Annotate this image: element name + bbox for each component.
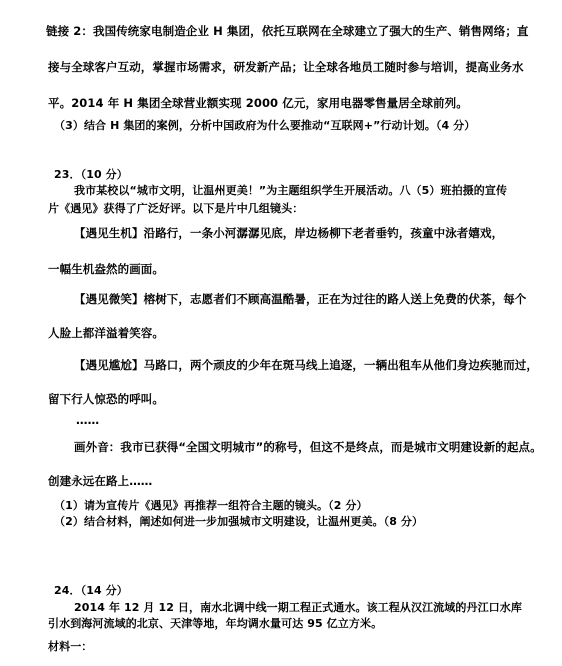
q23-intro-line2: 片《遇见》获得了广泛好评。以下是片中几组镜头： <box>48 202 304 215</box>
q24-line2: 引水到海河流域的北京、天津等地，年均调水量可达 95 亿立方米。 <box>48 617 383 630</box>
link2-line1: 链接 2：我国传统家电制造企业 H 集团，依托互联网在全球建立了强大的生产、销售网络；直 <box>46 24 529 38</box>
q24-material1-label: 材料一： <box>48 640 93 653</box>
link2-line3: 平。2014 年 H 集团全球营业额实现 2000 亿元，家用电器零售量居全球前列。 <box>48 96 468 110</box>
link2-line2: 接与全球客户互动，掌握市场需求，研发新产品；让全球各地员工随时参与培训，提高业务水 <box>48 60 524 74</box>
q23-ellipsis: …… <box>76 413 100 427</box>
question-24-heading: 24．（14 分） <box>54 584 128 597</box>
q23-shot3-line1: 【遇见尴尬】马路口，两个顽皮的少年在斑马线上追逐，一辆出租车从他们身边疾驰而过， <box>74 358 538 372</box>
question-22-3: （3）结合 H 集团的案例，分析中国政府为什么要推动“互联网+”行动计划。（4 分） <box>54 119 476 132</box>
q23-shot2-line1: 【遇见微笑】榕树下，志愿者们不顾高温酷暑，正在为过往的路人送上免费的伏茶，每个 <box>74 292 527 306</box>
question-23-heading: 23．（10 分） <box>54 168 128 181</box>
q23-shot3-line2: 留下行人惊恐的呼叫。 <box>48 392 164 406</box>
q23-subquestion-2: （2）结合材料，阐述如何进一步加强城市文明建设，让温州更美。（8 分） <box>54 515 424 528</box>
q24-line1: 2014 年 12 月 12 日，南水北调中线一期工程正式通水。该工程从汉江流域的丹江口水库 <box>74 601 522 614</box>
q23-intro-line1: 我市某校以“城市文明，让温州更美！”为主题组织学生开展活动。八（5）班拍摄的宣传 <box>74 184 508 197</box>
q23-subquestion-1: （1）请为宣传片《遇见》再推荐一组符合主题的镜头。（2 分） <box>54 499 368 512</box>
q23-closing: 创建永远在路上…… <box>48 474 153 488</box>
q23-shot1-line1: 【遇见生机】沿路行，一条小河潺潺见底，岸边杨柳下老者垂钓，孩童中泳者嬉戏， <box>74 226 504 240</box>
q23-shot1-line2: 一幅生机盎然的画面。 <box>48 262 164 276</box>
q23-voiceover: 画外音：我市已获得“全国文明城市”的称号，但这不是终点，而是城市文明建设新的起点。 <box>74 440 542 454</box>
q23-shot2-line2: 人脸上都洋溢着笑容。 <box>48 326 164 340</box>
